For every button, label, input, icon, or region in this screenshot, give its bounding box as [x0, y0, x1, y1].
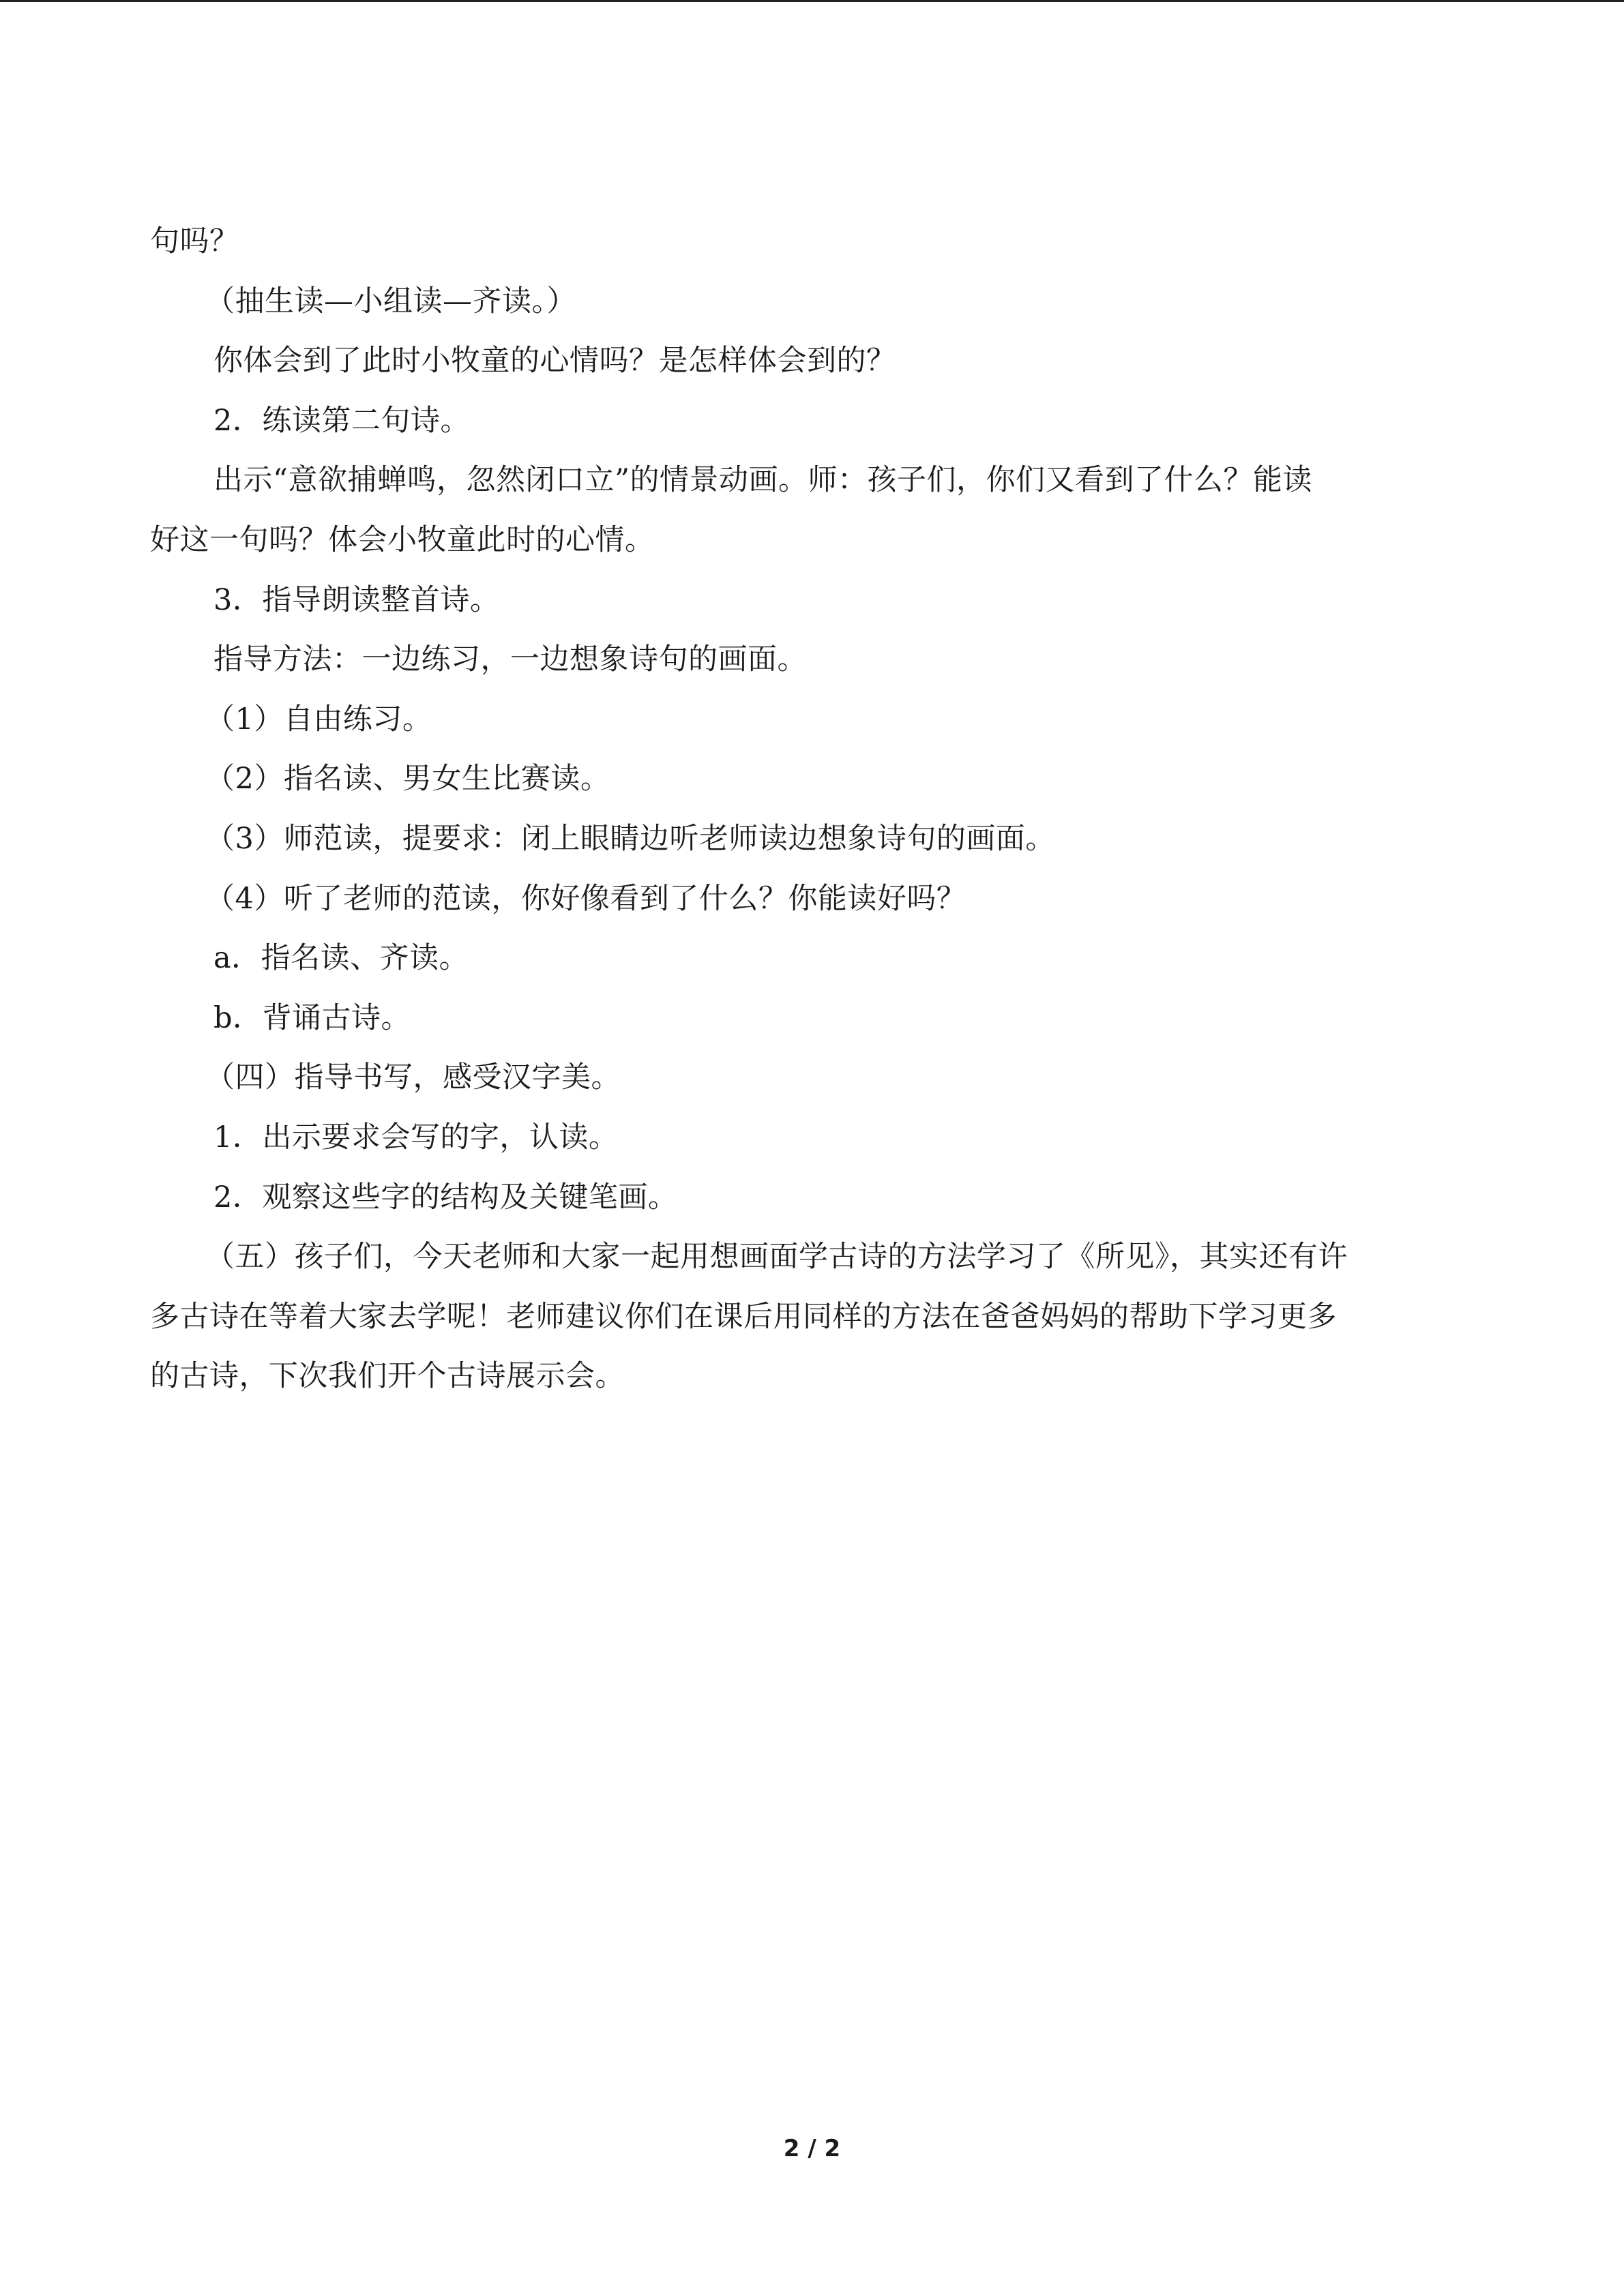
text-line: 2．练读第二句诗。 — [213, 403, 470, 438]
text-line: （4）听了老师的范读，你好像看到了什么？你能读好吗？ — [205, 881, 966, 916]
text-line: 出示“意欲捕蝉鸣，忽然闭口立”的情景动画。师：孩子们，你们又看到了什么？能读 — [213, 463, 1312, 498]
text-line: 好这一句吗？体会小牧童此时的心情。 — [150, 522, 655, 557]
text-line: 多古诗在等着大家去学呢！老师建议你们在课后用同样的方法在爸爸妈妈的帮助下学习更多 — [150, 1299, 1337, 1334]
text-line: （五）孩子们，今天老师和大家一起用想画面学古诗的方法学习了《所见》，其实还有许 — [205, 1240, 1348, 1274]
text-line: 3．指导朗读整首诗。 — [213, 582, 500, 617]
text-line: a．指名读、齐读。 — [213, 941, 469, 976]
text-line: （四）指导书写，感受汉字美。 — [205, 1060, 621, 1095]
text-line: 你体会到了此时小牧童的心情吗？是怎样体会到的？ — [213, 344, 896, 378]
text-line: （抽生读—小组读—齐读。） — [205, 284, 576, 318]
text-line: 2．观察这些字的结构及关键笔画。 — [213, 1180, 678, 1214]
text-line: 句吗？ — [150, 224, 239, 258]
page-number: 2 / 2 — [783, 2135, 841, 2162]
text-line: （2）指名读、男女生比赛读。 — [205, 762, 610, 796]
text-line: （3）师范读，提要求：闭上眼睛边听老师读边想象诗句的画面。 — [205, 821, 1055, 856]
text-line: 指导方法：一边练习，一边想象诗句的画面。 — [213, 642, 807, 677]
document-body — [150, 212, 1487, 1407]
text-line: 的古诗，下次我们开个古诗展示会。 — [150, 1359, 625, 1394]
text-line: 1．出示要求会写的字，认读。 — [213, 1120, 619, 1154]
text-line: b．背诵古诗。 — [213, 1000, 411, 1035]
text-line: （1）自由练习。 — [205, 702, 432, 736]
